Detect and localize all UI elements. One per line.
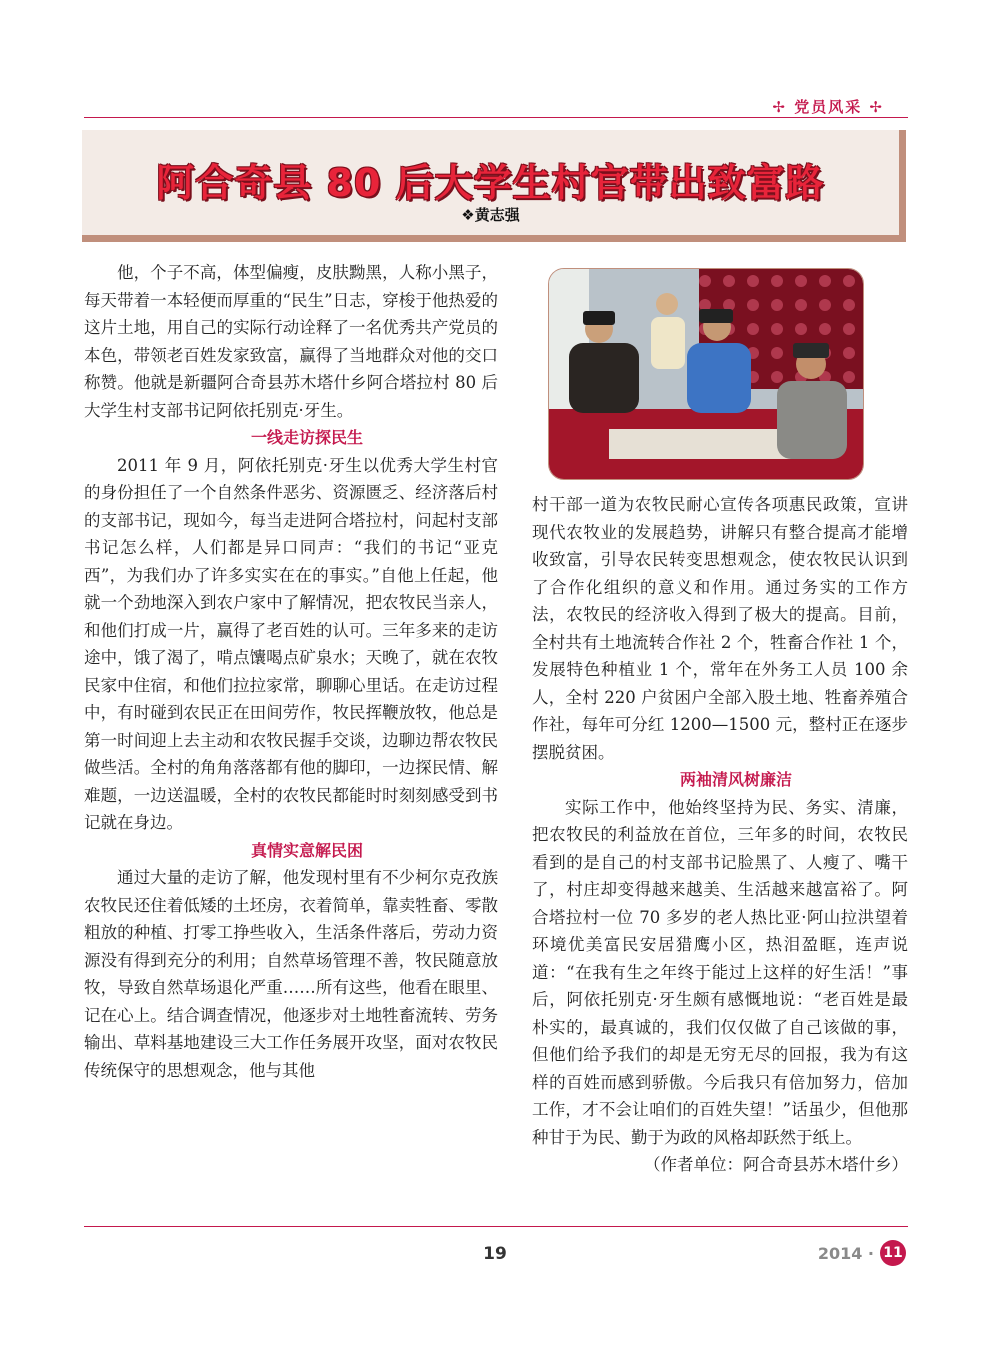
author-byline: ❖黄志强 [461, 206, 520, 224]
paragraph-relief: 通过大量的走访了解，他发现村里有不少柯尔克孜族农牧民还住着低矮的土坯房，衣着简单，靠卖牲畜、零散粗放的种植、打零工挣些收入，生活条件落后，劳动力资源没有得到充分的利用；自然草场管理不善，牧民随意放牧，导致自然草场退化严重……所有这些，他看在眼里、记在心上。结合调查情况，他逐步对土地牲畜流转、劳务输出、草料基地建设三大工作任务展开攻坚，面对农牧民传统保守的思想观念，他与其他 [84, 868, 498, 1080]
right-column [532, 491, 908, 1179]
issue-info [818, 1240, 906, 1266]
left-column [84, 259, 498, 1084]
subheading-integrity: 两袖清风树廉洁 [679, 770, 792, 789]
issue-year: 2014 · [817, 1243, 874, 1263]
article-photo [548, 268, 864, 480]
paragraph-policy: 村干部一道为农牧民耐心宣传各项惠民政策，宣讲现代农牧业的发展趋势，讲解只有整合提高才能增收致富，引导农民转变思想观念，使农牧民认识到了合作化组织的意义和作用。通过务实的工作方法，农牧民的经济收入得到了极大的提高。目前，全村共有土地流转合作社 2 个，牲畜合作社 1 个，发展特色种植业 1 个，常年在外务工人员 100 余人，全村 220 户贫困户全部入股土地、牲畜养殖合作社，每年可分红 1200—1500 元，整村正在逐步摆脱贫困。 [532, 495, 908, 762]
title-box [82, 130, 906, 242]
paragraph-integrity: 实际工作中，他始终坚持为民、务实、清廉，把农牧民的利益放在首位，三年多的时间，农牧民看到的是自己的村支部书记脸黑了、人瘦了、嘴干了，村庄却变得越来越美、生活越来越富裕了。阿合塔拉村一位 70 多岁的老人热比亚·阿山拉洪望着环境优美富民安居猎鹰小区，热泪盈眶，连声说道：“在我有生之年终于能过上这样的好生活！”事后，阿依托别克·牙生颇有感慨地说：“老百姓是最朴实的，最真诚的，我们仅仅做了自己该做的事，但他们给予我们的却是无穷无尽的回报，我为有这样的百姓而感到骄傲。今后我只有倍加努力，倍加工作，才不会让咱们的百姓失望！”话虽少，但他那种甘于为民、勤于为政的风格却跃然于纸上。 [532, 797, 908, 1147]
bottom-rule [84, 1226, 908, 1227]
author-affiliation: （作者单位：阿合奇县苏木塔什乡） [644, 1155, 908, 1174]
subheading-visit: 一线走访探民生 [250, 428, 363, 447]
issue-number-badge: 11 [880, 1240, 906, 1266]
paragraph-intro: 他，个子不高，体型偏瘦，皮肤黝黑，人称小黑子，每天带着一本轻便而厚重的“民生”日志，穿梭于他热爱的这片土地，用自己的实际行动诠释了一名优秀共产党员的本色，带领老百姓发家致富，赢得了当地群众对他的交口称赞。他就是新疆阿合奇县苏木塔什乡阿合塔拉村 80 后大学生村支部书记阿依托别克·牙生。 [84, 263, 498, 420]
page-number: 19 [483, 1244, 507, 1264]
article-title: 阿合奇县 80 后大学生村官带出致富路 [156, 161, 825, 205]
section-tag: ✢ 党员风采 ✢ [772, 98, 884, 116]
top-rule [84, 117, 908, 118]
paragraph-visit: 2011 年 9 月，阿依托别克·牙生以优秀大学生村官的身份担任了一个自然条件恶劣、资源匮乏、经济落后村的支部书记，现如今，每当走进阿合塔拉村，问起村支部书记怎么样，人们都是异口同声：“我们的书记“亚克西”，为我们办了许多实实在在的事实。”自他上任起，他就一个劲地深入到农户家中了解情况，把农牧民当亲人，和他们打成一片，赢得了老百姓的认可。三年多来的走访途中，饿了渴了，啃点馕喝点矿泉水；天晚了，就在农牧民家中住宿，和他们拉拉家常，聊聊心里话。在走访过程中，有时碰到农民正在田间劳作，牧民挥鞭放牧，他总是第一时间迎上去主动和农牧民握手交谈，边聊边帮农牧民做些活。全村的角角落落都有他的脚印，一边探民情、解难题，一边送温暖，全村的农牧民都能时时刻刻感受到书记就在身边。 [84, 455, 498, 832]
subheading-relief: 真情实意解民困 [250, 840, 363, 860]
